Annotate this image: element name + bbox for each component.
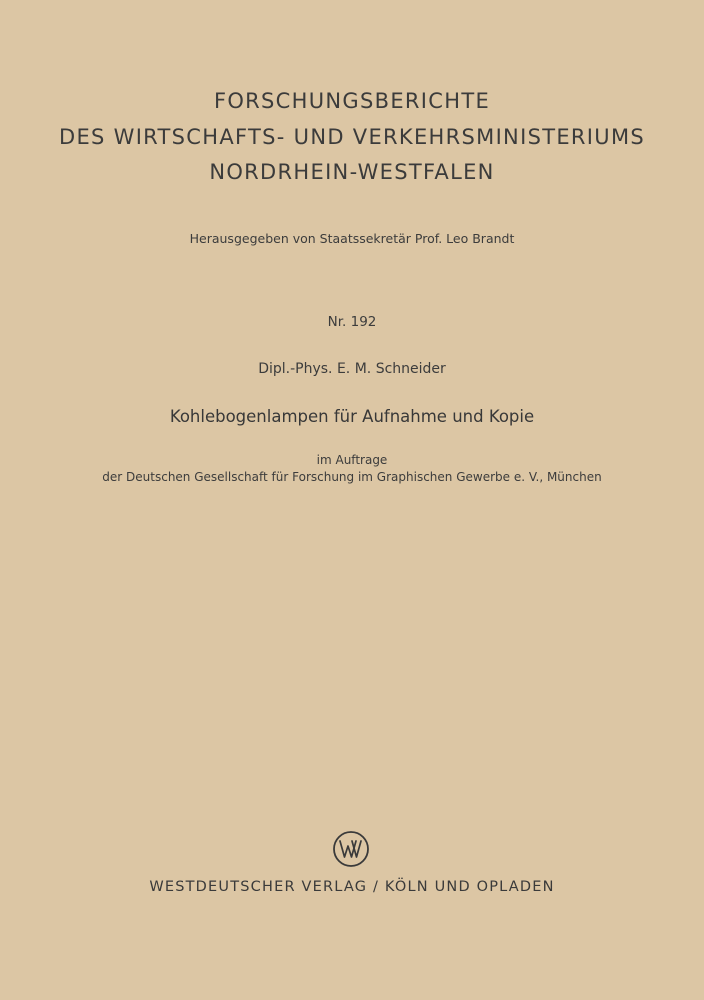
editor-credit: Herausgegeben von Staatssekretär Prof. Leo Brandt [189,231,515,246]
publisher-imprint: WESTDEUTSCHER VERLAG / KÖLN UND OPLADEN [149,879,555,895]
commission-line-2: der Deutschen Gesellschaft für Forschung im Graphischen Gewerbe e. V., München [102,470,602,484]
series-number: Nr. 192 [327,314,377,330]
author-name: Dipl.-Phys. E. M. Schneider [258,361,446,377]
series-title-line-1: FORSCHUNGSBERICHTE [213,89,491,113]
wv-monogram-logo-icon [332,830,370,868]
commission-line-1: im Auftrage [316,453,388,467]
series-title-line-2: DES WIRTSCHAFTS- UND VERKEHRSMINISTERIUMS [58,125,645,149]
book-title: Kohlebogenlampen für Aufnahme und Kopie [169,407,535,426]
series-title-line-3: NORDRHEIN-WESTFALEN [209,160,495,184]
